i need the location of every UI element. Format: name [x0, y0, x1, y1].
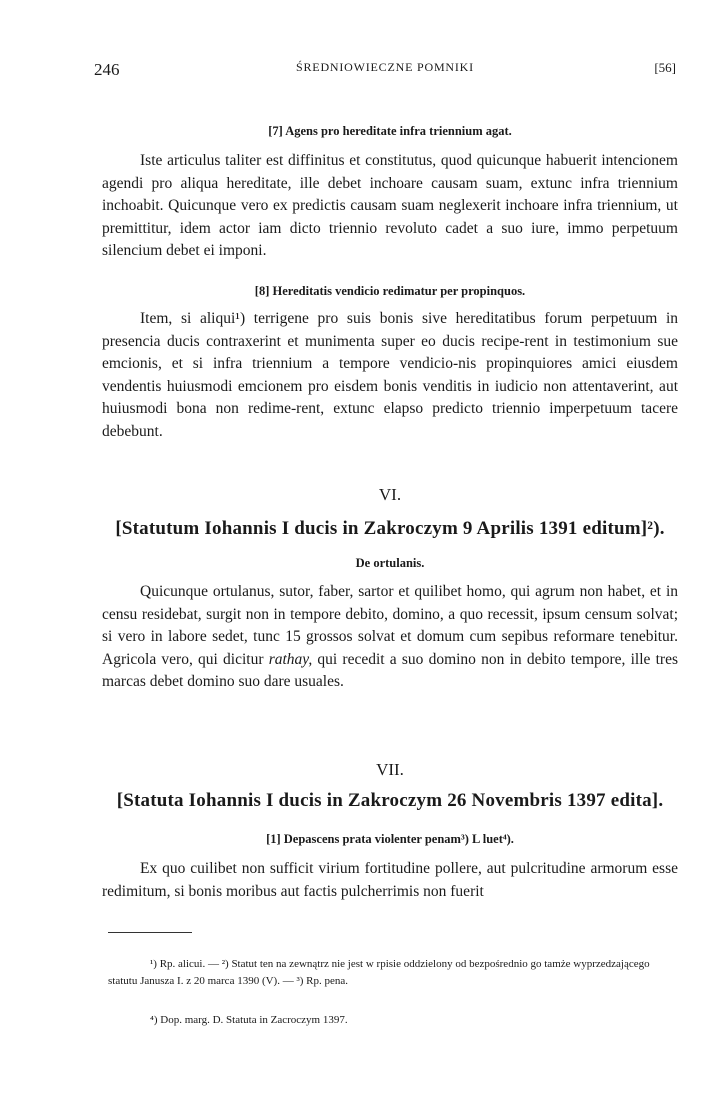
statute-vii-subtitle: [1] Depascens prata violenter penam³) L luet⁴). — [266, 832, 514, 846]
section-7-text: Iste articulus taliter est diffinitus et constitutus, quod quicunque habuerit intencionem agendi pro aliqua hereditate, ille debet inchoare causam suam, extunc infra triennium inchoabit. Quicunque vero ex predictis causam suam neglexerit inchoare infra triennium, ut premittitur, idem actor iam dicto triennio revoluto cadet a suo iure, immo perpetuum silencium debet ei imponi. — [102, 152, 678, 260]
statute-vi-text — [102, 581, 678, 694]
page-number: 246 — [94, 60, 120, 79]
section-number: [56] — [654, 60, 676, 75]
statute-vii-text: Ex quo cuilibet non sufficit virium fortitudine pollere, aut pulcritudine armorum esse redimitum, si bonis moribus aut factis pulcherrimis non fuerit — [102, 860, 678, 900]
statute-vi-text-after: qui recedit a suo domino non in debito tempore, ille tres marcas debet domino suo dare usuales. — [102, 650, 678, 691]
statute-vi-numeral: VI. — [378, 485, 402, 504]
footnote-line-2: go tamże wyprzedzającego statutu Janusza I. z 20 marca 1390 (V). — ³) Rp. pena. — [108, 958, 650, 987]
section-8-text: Item, si aliqui¹) terrigene pro suis bonis sive hereditatibus forum perpetuum in presencia ducis contraxerint et munimenta super eo ducis recipe-rent in testimonium sue emcionis, et si infra triennium a tempore vendicio-nis propinquiores amici eiusdem vendentis huiusmodi emcionem pro eisdem bonis venditis in iudicio non attentaverint, aut huiusmodi bona non redime-rent, extunc elapso predicto triennio imperpetuum tacere debebunt. — [102, 310, 678, 440]
statute-vii-numeral: VII. — [376, 760, 404, 779]
statute-vi-title: [Statutum Iohannis I ducis in Zakroczym 9 Aprilis 1391 editum]²). — [115, 518, 665, 539]
footnote-1-2 — [108, 956, 678, 990]
statute-vi-text-before: Quicunque ortulanus, sutor, faber, sartor et quilibet homo, qui agrum non habet, et in censu residebat, surgit non in tempore debito, domino, a quo recessit, ipsum censum solvat; si vero in labore sedet, tunc 15 grossos solvat et domum cum sepibus reformare tenebitur. Agricola vero, qui dicitur — [102, 583, 678, 668]
running-title: ŚREDNIOWIECZNE POMNIKI — [296, 60, 474, 74]
statute-vi-subtitle: De ortulanis. — [355, 556, 425, 570]
footnote-rule — [108, 932, 192, 933]
section-8-heading: [8] Hereditatis vendicio redimatur per propinquos. — [254, 284, 526, 298]
running-head — [94, 58, 676, 80]
statute-vi-term: rathay, — [268, 650, 313, 668]
footnote-line-1: ¹) Rp. alicui. — ²) Statut ten na zewnątrz nie jest w rpisie oddzielony od bezpośrednio — [150, 958, 528, 970]
statute-vii-title: [Statuta Iohannis I ducis in Zakroczym 26 Novembris 1397 edita]. — [116, 790, 664, 811]
footnote-4: ⁴) Dop. marg. D. Statuta in Zacroczym 1397. — [150, 1014, 348, 1026]
section-7-heading: [7] Agens pro hereditate infra triennium agat. — [268, 124, 512, 138]
